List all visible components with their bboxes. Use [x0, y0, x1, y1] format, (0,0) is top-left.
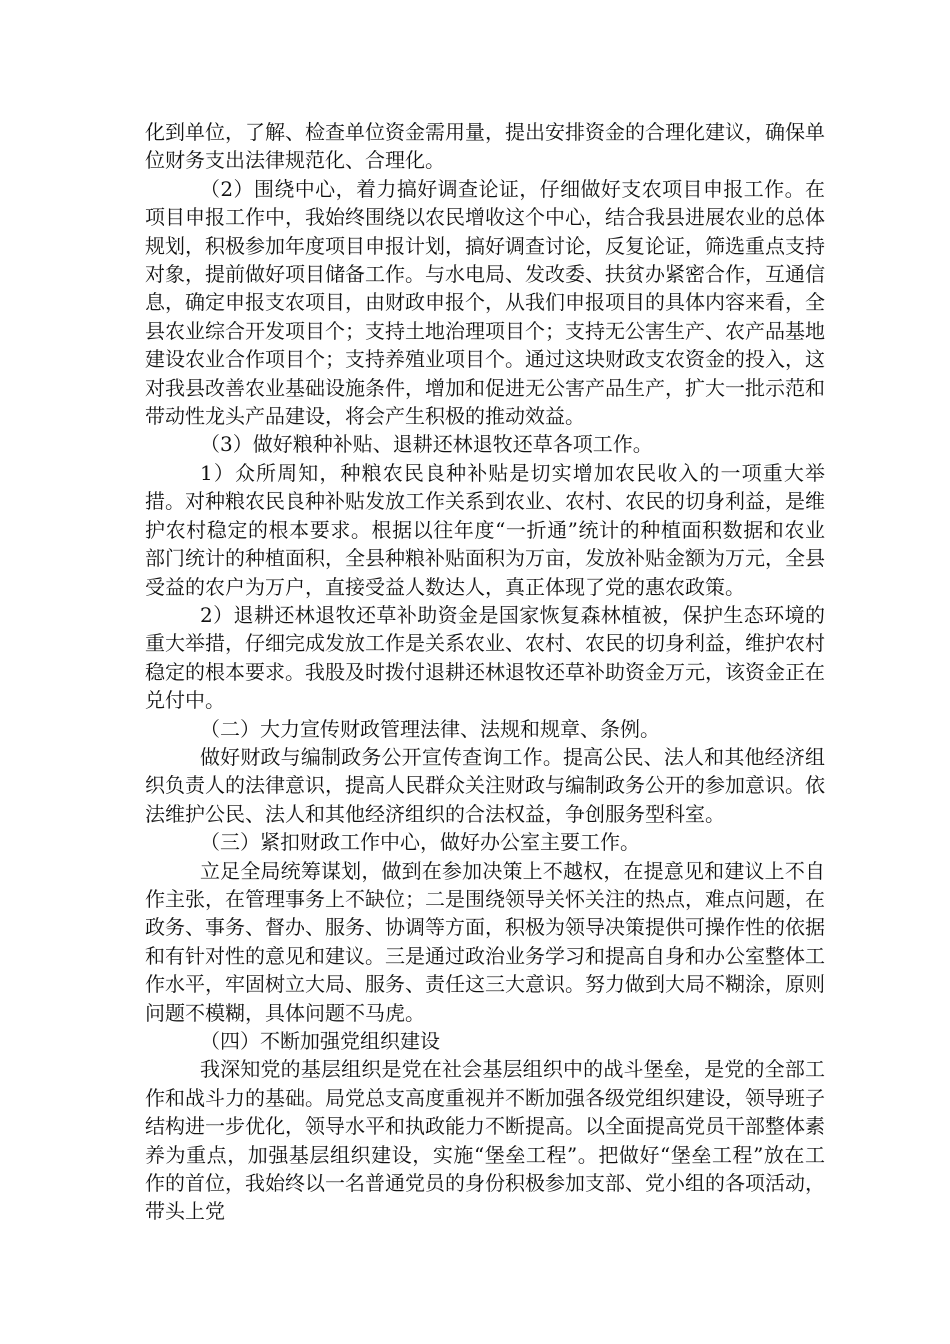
paragraph-publicity: 做好财政与编制政务公开宣传查询工作。提高公民、法人和其他经济组织负责人的法律意识，提高人民群众关注财政与编制政务公开的参加意识。依法维护公民、法人和其他经济组织的合法权益，争创服务型科室。 — [145, 744, 825, 826]
subheading-grain-subsidy: （3）做好粮种补贴、退耕还林退牧还草各项工作。 — [200, 432, 653, 457]
paragraph-reforestation-subsidy: 2）退耕还林退牧还草补助资金是国家恢复森林植被，保护生态环境的重大举措，仔细完成发放工作是关系农业、农村、农民的切身利益，维护农村稳定的根本要求。我股及时拨付退耕还林退牧还草补助资金万元，该资金正在兑付中。 — [145, 602, 825, 713]
section-heading-2: （二）大力宣传财政管理法律、法规和规章、条例。 — [200, 716, 660, 741]
section-heading-3: （三）紧扣财政工作中心，做好办公室主要工作。 — [200, 830, 640, 855]
paragraph-seed-subsidy: 1）众所周知，种粮农民良种补贴是切实增加农民收入的一项重大举措。对种粮农民良种补贴发放工作关系到农业、农村、农民的切身利益，是维护农村稳定的根本要求。根据以往年度“一折通”统计的种植面积数据和农业部门统计的种植面积，全县种粮补贴面积为万亩，发放补贴金额为万元，全县受益的农户为万户，直接受益人数达人，真正体现了党的惠农政策。 — [145, 460, 825, 599]
paragraph-party-building: 我深知党的基层组织是党在社会基层组织中的战斗堡垒，是党的全部工作和战斗力的基础。局党总支高度重视并不断加强各级党组织建设，领导班子结构进一步优化，领导水平和执政能力不断提高。以全面提高党员干部整体素养为重点，加强基层组织建设，实施“堡垒工程”。把做好“堡垒工程”放在工作的首位，我始终以一名普通党员的身份积极参加支部、党小组的各项活动，带头上党 — [145, 1057, 825, 1224]
section-heading-4: （四）不断加强党组织建设 — [200, 1029, 440, 1053]
paragraph-office-work: 立足全局统筹谋划，做到在参加决策上不越权，在提意见和建议上不自作主张，在管理事务上不缺位；二是围绕领导关怀关注的热点，难点问题，在政务、事务、督办、服务、协调等方面，积极为领导决策提供可操作性的依据和有针对性的意见和建议。三是通过政治业务学习和提高自身和办公室整体工作水平，牢固树立大局、服务、责任这三大意识。努力做到大局不糊涂，原则问题不模糊，具体问题不马虎。 — [145, 858, 825, 1025]
document-body — [145, 118, 825, 1226]
paragraph-continuation: 化到单位，了解、检查单位资金需用量，提出安排资金的合理化建议，确保单位财务支出法律规范化、合理化。 — [145, 120, 825, 173]
paragraph-project-application: （2）围绕中心，着力搞好调查论证，仔细做好支农项目申报工作。在项目申报工作中，我始终围绕以农民增收这个中心，结合我县进展农业的总体规划，积极参加年度项目申报计划，搞好调查讨论，反复论证，筛选重点支持对象，提前做好项目储备工作。与水电局、发改委、扶贫办紧密合作，互通信息，确定申报支农项目，由财政申报个，从我们申报项目的具体内容来看，全县农业综合开发项目个；支持土地治理项目个；支持无公害生产、农产品基地建设农业合作项目个；支持养殖业项目个。通过这块财政支农资金的投入，这对我县改善农业基础设施条件，增加和促进无公害产品生产，扩大一批示范和带动性龙头产品建设，将会产生积极的推动效益。 — [145, 176, 825, 429]
